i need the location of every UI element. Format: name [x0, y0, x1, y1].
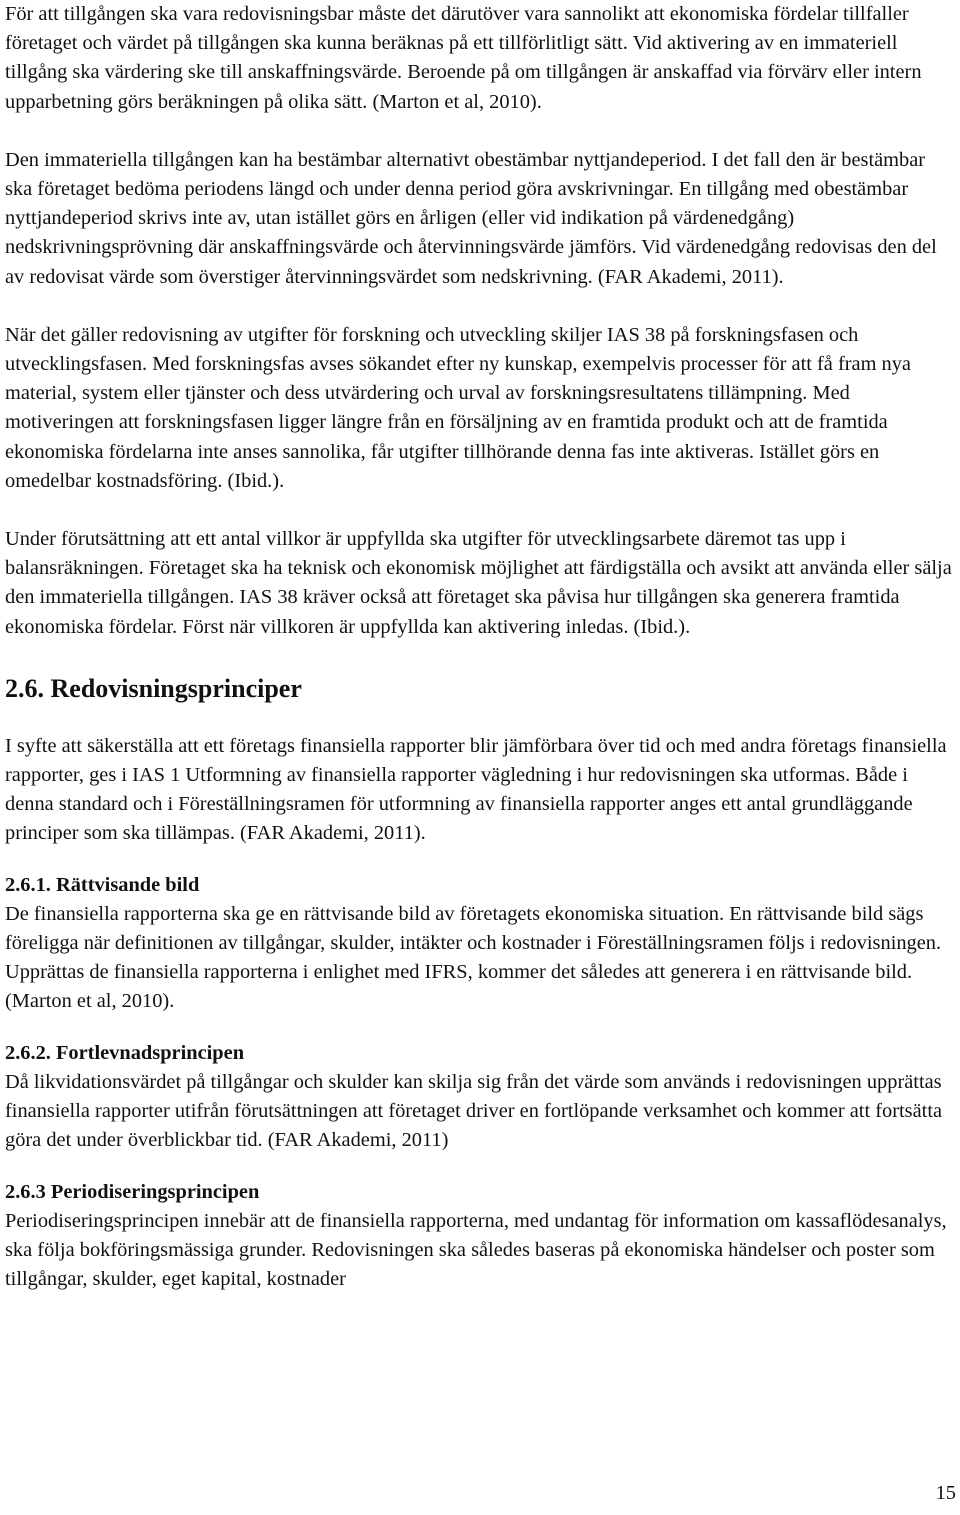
subsection-heading: 2.6.3 Periodiseringsprincipen: [5, 1180, 260, 1203]
section-intro: I syfte att säkerställa att ett företags finansiella rapporter blir jämförbara över tid och med andra företags finansiella rapporter, ges i IAS 1 Utformning av finansiella rapporter vägledning i hur redovisningen ska utformas. Både i denna standard och i Föreställningsramen för utformning av finansiella rapporter anges ett antal grundläggande principer som ska tillämpas. (FAR Akademi, 2011).: [5, 734, 947, 845]
section-heading: 2.6. Redovisningsprinciper: [5, 673, 302, 703]
subsection-text: Då likvidationsvärdet på tillgångar och skulder kan skilja sig från det värde som används i redovisningen upprättas finansiella rapporter utifrån förutsättningen att företaget driver en fortlöpande verksamhet och kommer att fortsätta göra det under överblickbar tid. (FAR Akademi, 2011): [5, 1070, 943, 1152]
subsection-text: De finansiella rapporterna ska ge en rättvisande bild av företagets ekonomiska situation. En rättvisande bild sägs föreligga när definitionen av tillgångar, skulder, intäkter och kostnader i Föreställningsramen följs i redovisningen. Upprättas de finansiella rapporterna i enlighet med IFRS, kommer det således att generera i en rättvisande bild. (Marton et al, 2010).: [5, 902, 942, 1013]
paragraph-intangible-recognition: För att tillgången ska vara redovisningsbar måste det därutöver vara sannolikt att ekonomiska fördelar tillfaller företaget och värdet på tillgången ska kunna beräknas på ett tillförlitligt sätt. Vid aktivering av en immateriell tillgång ska värdering ske till anskaffningsvärde. Beroende på om tillgången är anskaffad via förvärv eller intern upparbetning görs beräkningen på olika sätt. (Marton et al, 2010).: [5, 3, 922, 113]
paragraph-research-phase: När det gäller redovisning av utgifter för forskning och utveckling skiljer IAS 38 på forskningsfasen och utvecklingsfasen. Med forskningsfas avses sökandet efter ny kunskap, exempelvis processer för att få fram nya material, system eller tjänster och dess utvärdering och urval av forskningsresultatens tillämpning. Med motiveringen att forskningsfasen ligger längre från en försäljning av en framtida produkt och att de framtida ekonomiska fördelarna inte anses sannolika, får utgifter tillhörande denna fas inte aktiveras. Istället görs en omedelbar kostnadsföring. (Ibid.).: [5, 323, 911, 492]
subsection-accrual: [5, 1178, 955, 1295]
subsection-heading: 2.6.1. Rättvisande bild: [5, 873, 200, 896]
subsection-going-concern: [5, 1039, 955, 1156]
subsection-true-fair-view: [5, 871, 955, 1017]
subsection-text: Periodiseringsprincipen innebär att de finansiella rapporterna, med undantag för information om kassaflödesanalys, ska följa bokföringsmässiga grunder. Redovisningen ska således baseras på ekonomiska händelser och poster som tillgångar, skulder, eget kapital, kostnader: [5, 1209, 947, 1291]
page-number: 15: [935, 1482, 956, 1504]
document-page: [5, 0, 955, 1294]
paragraph-development-phase: Under förutsättning att ett antal villkor är uppfyllda ska utgifter för utvecklingsarbete däremot tas upp i balansräkningen. Företaget ska ha teknisk och ekonomisk möjlighet att färdigställa och avsikt att använda eller sälja den immateriella tillgången. IAS 38 kräver också att företaget ska påvisa hur tillgången ska generera framtida ekonomiska fördelar. Först när villkoren är uppfyllda kan aktivering inledas. (Ibid.).: [5, 528, 952, 638]
subsection-heading: 2.6.2. Fortlevnadsprincipen: [5, 1041, 245, 1064]
paragraph-useful-life: Den immateriella tillgången kan ha bestämbar alternativt obestämbar nyttjandeperiod. I det fall den är bestämbar ska företaget bedöma periodens längd och under denna period göra avskrivningar. En tillgång med obestämbar nyttjandeperiod skrivs inte av, utan istället görs en årligen (eller vid indikation på värdenedgång) nedskrivningsprövning där anskaffningsvärde och återvinningsvärde jämförs. Vid värdenedgång redovisas den del av redovisat värde som överstiger återvinningsvärdet som nedskrivning. (FAR Akademi, 2011).: [5, 148, 937, 288]
